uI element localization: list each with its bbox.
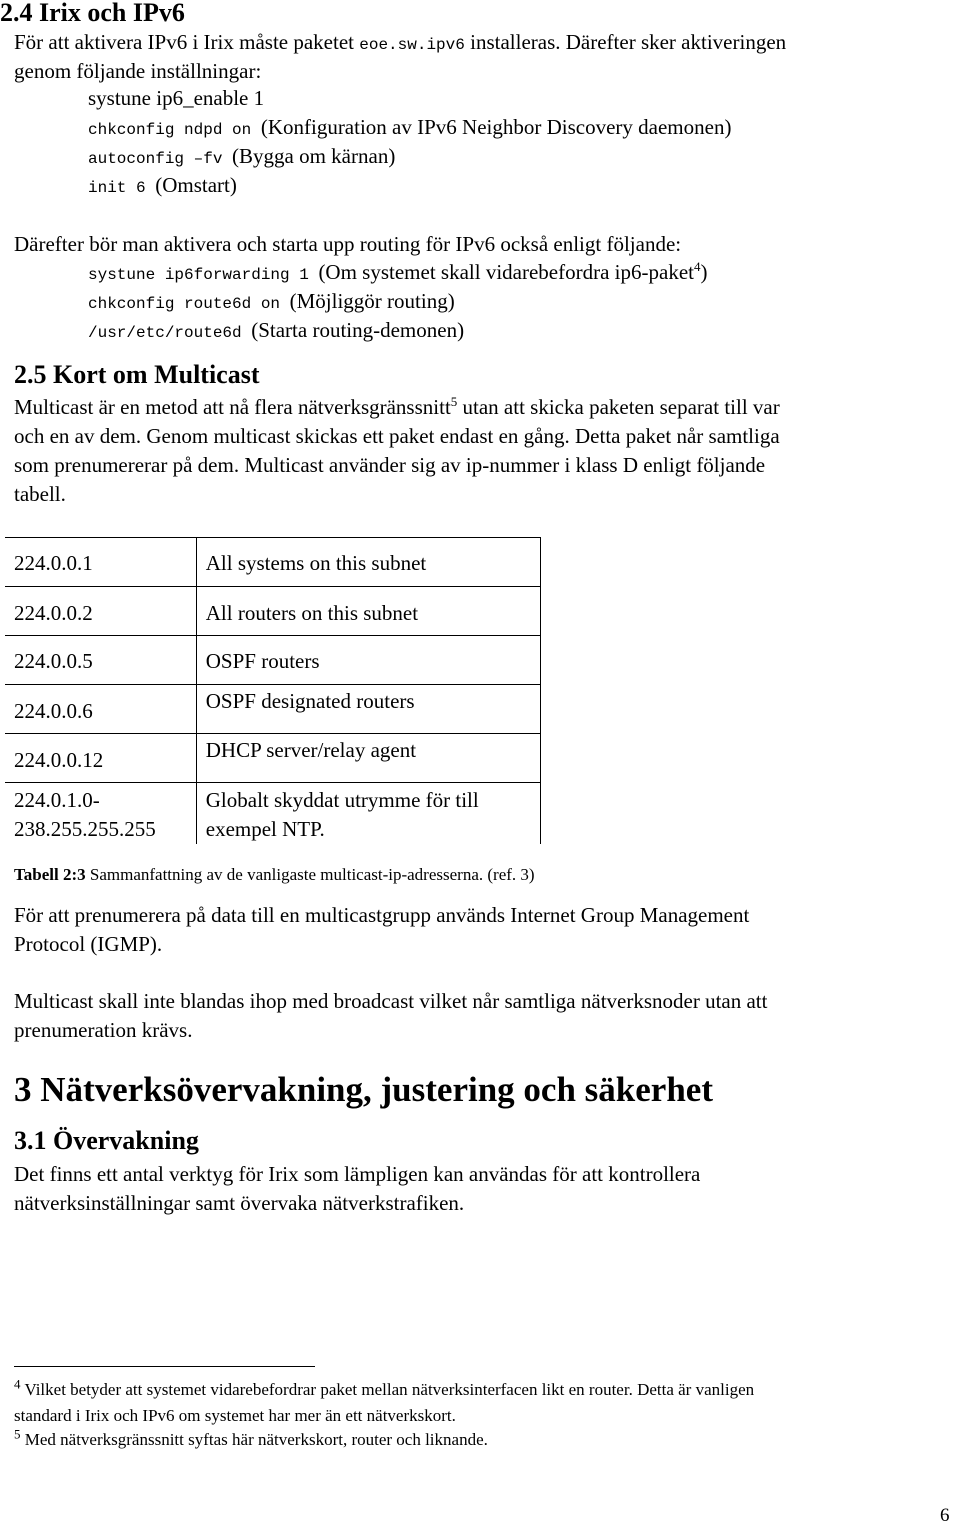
address-cell: 224.0.0.12 — [5, 734, 196, 783]
setting-line — [88, 173, 237, 198]
paragraph-line: som prenumererar på dem. Multicast använder sig av ip-nummer i klass D enligt följande — [14, 453, 766, 477]
text-run: utan att skicka paketen separat till var — [457, 395, 780, 419]
table-row — [5, 734, 540, 783]
text-run: Multicast är en metod att nå flera nätverksgränssnitt — [14, 395, 451, 419]
setting-line — [88, 115, 731, 140]
chapter-heading-3: 3 Nätverksövervakning, justering och säkerhet — [14, 1070, 713, 1109]
paragraph-line: tabell. — [14, 482, 66, 506]
footnote-ref: 4 — [693, 259, 701, 274]
table-row — [5, 538, 540, 587]
section-heading-2-5: 2.5 Kort om Multicast — [14, 360, 260, 389]
setting-line — [88, 144, 395, 169]
section-heading-2-4: 2.4 Irix och IPv6 — [0, 0, 185, 27]
address-cell: 224.0.0.5 — [5, 636, 196, 685]
description-cell: Globalt skyddat utrymme för till exempel NTP. — [196, 783, 540, 845]
setting-desc: (Bygga om kärnan) — [232, 144, 396, 168]
text-run: För att aktivera IPv6 i Irix måste paketet — [14, 30, 360, 54]
footnote-number: 5 — [14, 1426, 21, 1442]
paragraph-line: Protocol (IGMP). — [14, 932, 163, 956]
address-cell: 224.0.0.6 — [5, 685, 196, 734]
setting-desc: (Konfiguration av IPv6 Neighbor Discovery daemonen) — [260, 115, 732, 139]
caption-label: Tabell 2:3 — [14, 865, 86, 884]
code-run: autoconfig –fv — [88, 150, 233, 168]
page-number: 6 — [940, 1505, 950, 1526]
caption-text: Sammanfattning av de vanligaste multicast-ip-adresserna. (ref. 3) — [85, 865, 535, 884]
setting-line — [88, 86, 264, 111]
routing-desc-tail: ) — [700, 260, 708, 284]
address-cell: 224.0.0.2 — [5, 587, 196, 636]
table-row — [5, 685, 540, 734]
text-run: installeras. Därefter sker aktiveringen — [464, 30, 787, 54]
paragraph-line: Det finns ett antal verktyg för Irix som lämpligen kan användas för att kontrollera — [14, 1162, 701, 1186]
paragraph-line: Multicast skall inte blandas ihop med broadcast vilket når samtliga nätverksnoder utan att — [14, 989, 768, 1013]
paragraph-line: För att prenumerera på data till en multicastgrupp används Internet Group Management — [14, 903, 750, 927]
routing-line — [88, 260, 707, 285]
table-row — [5, 636, 540, 685]
table-row — [5, 783, 540, 845]
paragraph-line: och en av dem. Genom multicast skickas ett paket endast en gång. Detta paket når samtliga — [14, 424, 780, 448]
paragraph-line: prenumeration krävs. — [14, 1018, 193, 1042]
footnote-ref: 5 — [450, 394, 458, 409]
footnote-text: Med nätverksgränssnitt syftas här nätverkskort, router och liknande. — [20, 1430, 488, 1449]
code-run: init 6 — [88, 179, 156, 197]
description-cell: All systems on this subnet — [196, 538, 540, 587]
routing-line — [88, 289, 455, 314]
description-cell: All routers on this subnet — [196, 587, 540, 636]
routing-line — [88, 318, 464, 343]
routing-desc: (Möjliggör routing) — [289, 289, 455, 313]
address-cell: 224.0.1.0- 238.255.255.255 — [14, 788, 156, 841]
table-caption — [14, 865, 535, 885]
routing-desc: (Om systemet skall vidarebefordra ip6-paket — [318, 260, 694, 284]
paragraph-line: Därefter bör man aktivera och starta upp routing för IPv6 också enligt följande: — [14, 232, 682, 256]
table-row — [5, 587, 540, 636]
section-heading-3-1: 3.1 Övervakning — [14, 1126, 199, 1155]
setting-desc: (Omstart) — [155, 173, 237, 197]
paragraph-line: nätverksinställningar samt övervaka nätverkstrafiken. — [14, 1191, 465, 1215]
footnote-continuation: standard i Irix och IPv6 om systemet har mer än ett nätverkskort. — [14, 1406, 456, 1425]
code-run: eoe.sw.ipv6 — [359, 36, 465, 54]
multicast-table — [5, 537, 541, 844]
footnote-number: 4 — [14, 1376, 21, 1392]
paragraph-line — [14, 28, 786, 60]
footnote — [14, 1426, 488, 1450]
code-run: chkconfig ndpd on — [88, 121, 261, 139]
footnote-text: Vilket betyder att systemet vidarebefordrar paket mellan nätverksinterfacen likt en router. Detta är vanligen — [20, 1380, 755, 1399]
description-cell: OSPF routers — [196, 636, 540, 685]
code-run: /usr/etc/route6d — [88, 324, 252, 342]
code-run: systune ip6forwarding 1 — [88, 266, 319, 284]
routing-desc: (Starta routing-demonen) — [251, 318, 465, 342]
address-cell: 224.0.0.1 — [5, 538, 196, 587]
footnote-divider — [14, 1366, 315, 1367]
footnote — [14, 1376, 755, 1400]
paragraph-line — [14, 393, 780, 422]
description-cell: OSPF designated routers — [196, 685, 540, 734]
description-cell: DHCP server/relay agent — [196, 734, 540, 783]
setting-desc: systune ip6_enable 1 — [88, 86, 265, 110]
code-run: chkconfig route6d on — [88, 295, 290, 313]
paragraph-line: genom följande inställningar: — [14, 59, 262, 83]
